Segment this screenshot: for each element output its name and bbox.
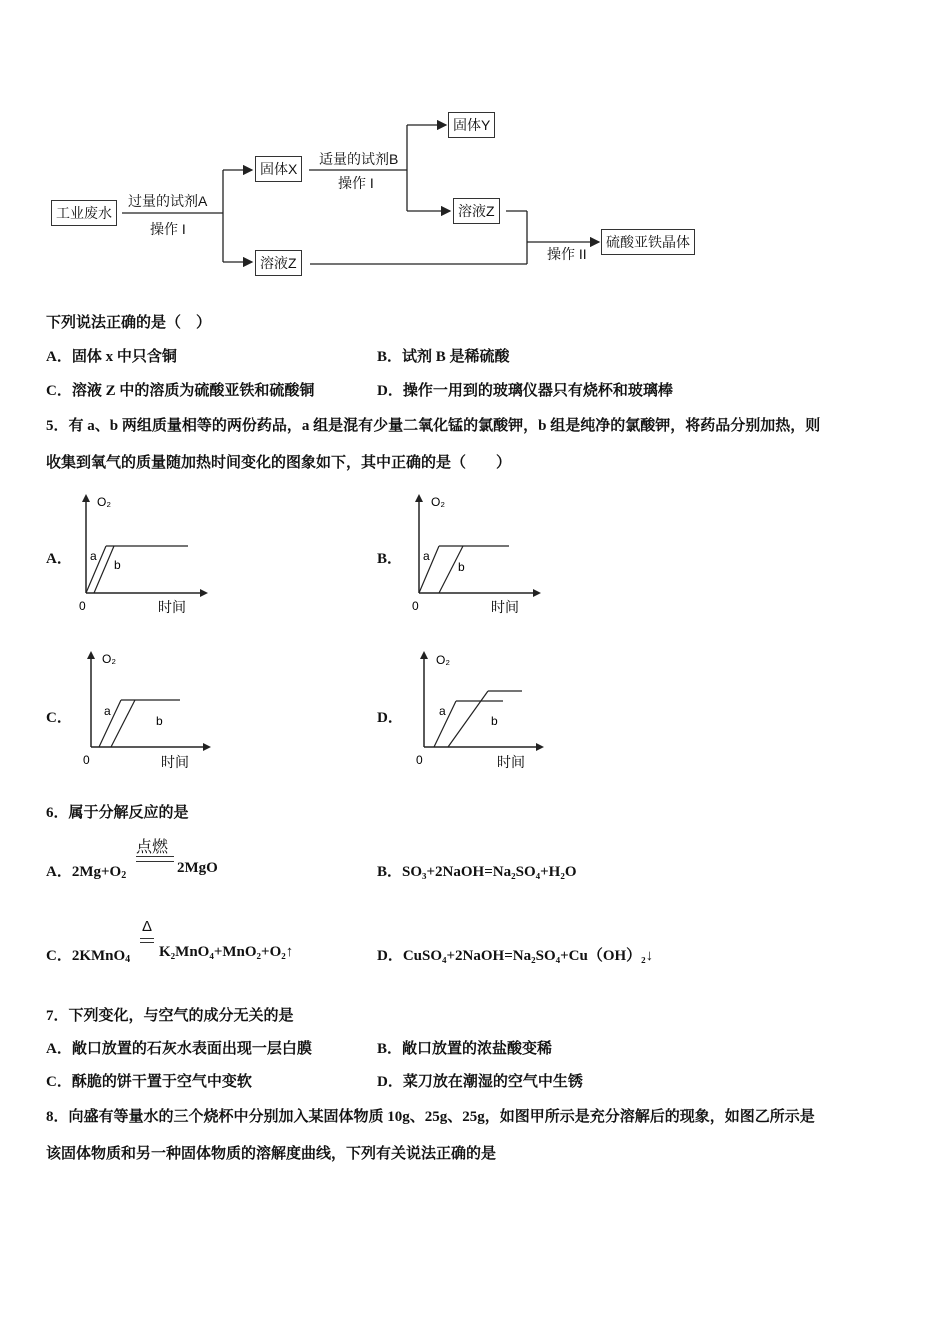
q6-option-a-condition: 点燃 [136, 839, 169, 856]
q4-option-d: D．操作一用到的玻璃仪器只有烧杯和玻璃棒 [377, 383, 673, 399]
graph-d-y-label: O₂ [436, 653, 450, 667]
flow-box-solid-y: 固体Y [448, 112, 495, 138]
q5-graph-d [408, 645, 558, 775]
q6-option-b: B．SO₃+2NaOH=Na₂SO₄+H₂O [377, 864, 577, 880]
flow-arrows [0, 0, 950, 290]
graph-b-y-label: O₂ [431, 495, 445, 509]
graph-c-curve-a: a [104, 704, 111, 718]
flow-label-reagent-b: 适量的试剂B [319, 151, 399, 167]
graph-c-x-label: 时间 [161, 754, 189, 770]
q6-option-c-products: K₂MnO₄+MnO₂+O₂↑ [159, 944, 294, 960]
q8-stem-line2: 该固体物质和另一种固体物质的溶解度曲线，下列有关说法正确的是 [46, 1146, 497, 1162]
graph-a-y-label: O₂ [97, 495, 111, 509]
flow-label-op1: 操作 I [150, 221, 186, 237]
q6-option-c-prefix: C．2KMnO [46, 948, 126, 964]
q5-graph-a [70, 490, 220, 620]
q6-option-c-condition: Δ [142, 918, 153, 935]
flow-box-wastewater: 工业废水 [51, 200, 117, 226]
q5-stem-line1: 5．有 a、b 两组质量相等的两份药品，a 组是混有少量二氧化锰的氯酸钾，b 组是纯净的氯酸钾，将药品分别加热，则 [46, 418, 821, 434]
graph-d-x-label: 时间 [497, 754, 525, 770]
q7-option-b: B．敞口放置的浓盐酸变稀 [377, 1041, 553, 1057]
q5-option-d-label: D． [377, 710, 403, 726]
q5-option-a-label: A． [46, 551, 72, 567]
q5-option-c-label: C． [46, 710, 72, 726]
q7-option-a: A．敞口放置的石灰水表面出现一层白膜 [46, 1041, 312, 1057]
graph-d-curve-b: b [491, 714, 498, 728]
graph-d-origin: 0 [416, 753, 423, 767]
q6-option-a: A．$2Mg+O_2$ [46, 864, 127, 881]
graph-b-curve-a: a [423, 549, 430, 563]
flow-label-op1b: 操作 I [338, 175, 374, 191]
q7-option-d: D．菜刀放在潮湿的空气中生锈 [377, 1074, 583, 1090]
q6-option-c-equals-sign [140, 938, 154, 943]
flow-box-solid-x: 固体X [255, 156, 302, 182]
q6-option-c: C．2KMnO$_4$ [46, 948, 131, 965]
graph-a-x-label: 时间 [158, 599, 186, 615]
graph-b-origin: 0 [412, 599, 419, 613]
q6-option-a-equals-sign [136, 856, 174, 862]
q5-stem-line2: 收集到氧气的质量随加热时间变化的图象如下，其中正确的是（ ） [46, 455, 512, 471]
graph-a-curve-b: b [114, 558, 121, 572]
flow-label-op2: 操作 II [547, 246, 587, 262]
graph-b-x-label: 时间 [491, 599, 519, 615]
flow-box-product: 硫酸亚铁晶体 [601, 229, 695, 255]
flow-label-reagent-a: 过量的试剂A [128, 193, 208, 209]
q6-option-a-prefix: A．2Mg+O [46, 864, 122, 880]
q4-option-b: B．试剂 B 是稀硫酸 [377, 349, 510, 365]
graph-c-curve-b: b [156, 714, 163, 728]
graph-b-curve-b: b [458, 560, 465, 574]
graph-a-origin: 0 [79, 599, 86, 613]
q5-graph-b [403, 490, 553, 620]
graph-c-origin: 0 [83, 753, 90, 767]
graph-d-curve-a: a [439, 704, 446, 718]
graph-a-curve-a: a [90, 549, 97, 563]
q8-stem-line1: 8．向盛有等量水的三个烧杯中分别加入某固体物质 10g、25g、25g，如图甲所示是充分溶解后的现象，如图乙所示是 [46, 1109, 815, 1125]
q5-option-b-label: B． [377, 551, 403, 567]
graph-c-y-label: O₂ [102, 652, 116, 666]
q4-stem: 下列说法正确的是（ ） [46, 315, 212, 331]
q6-stem: 6．属于分解反应的是 [46, 805, 189, 821]
q5-graph-c [75, 645, 225, 775]
flow-box-solution-z-lower: 溶液Z [255, 250, 302, 276]
q6-option-d: D．CuSO₄+2NaOH=Na₂SO₄+Cu（OH）₂↓ [377, 948, 654, 964]
q4-option-a: A．固体 x 中只含铜 [46, 349, 177, 365]
q7-stem: 7．下列变化，与空气的成分无关的是 [46, 1008, 294, 1024]
q7-option-c: C．酥脆的饼干置于空气中变软 [46, 1074, 252, 1090]
q6-option-a-product: 2MgO [177, 860, 218, 876]
q4-option-c: C．溶液 Z 中的溶质为硫酸亚铁和硫酸铜 [46, 383, 315, 399]
flow-box-solution-z-upper: 溶液Z [453, 198, 500, 224]
